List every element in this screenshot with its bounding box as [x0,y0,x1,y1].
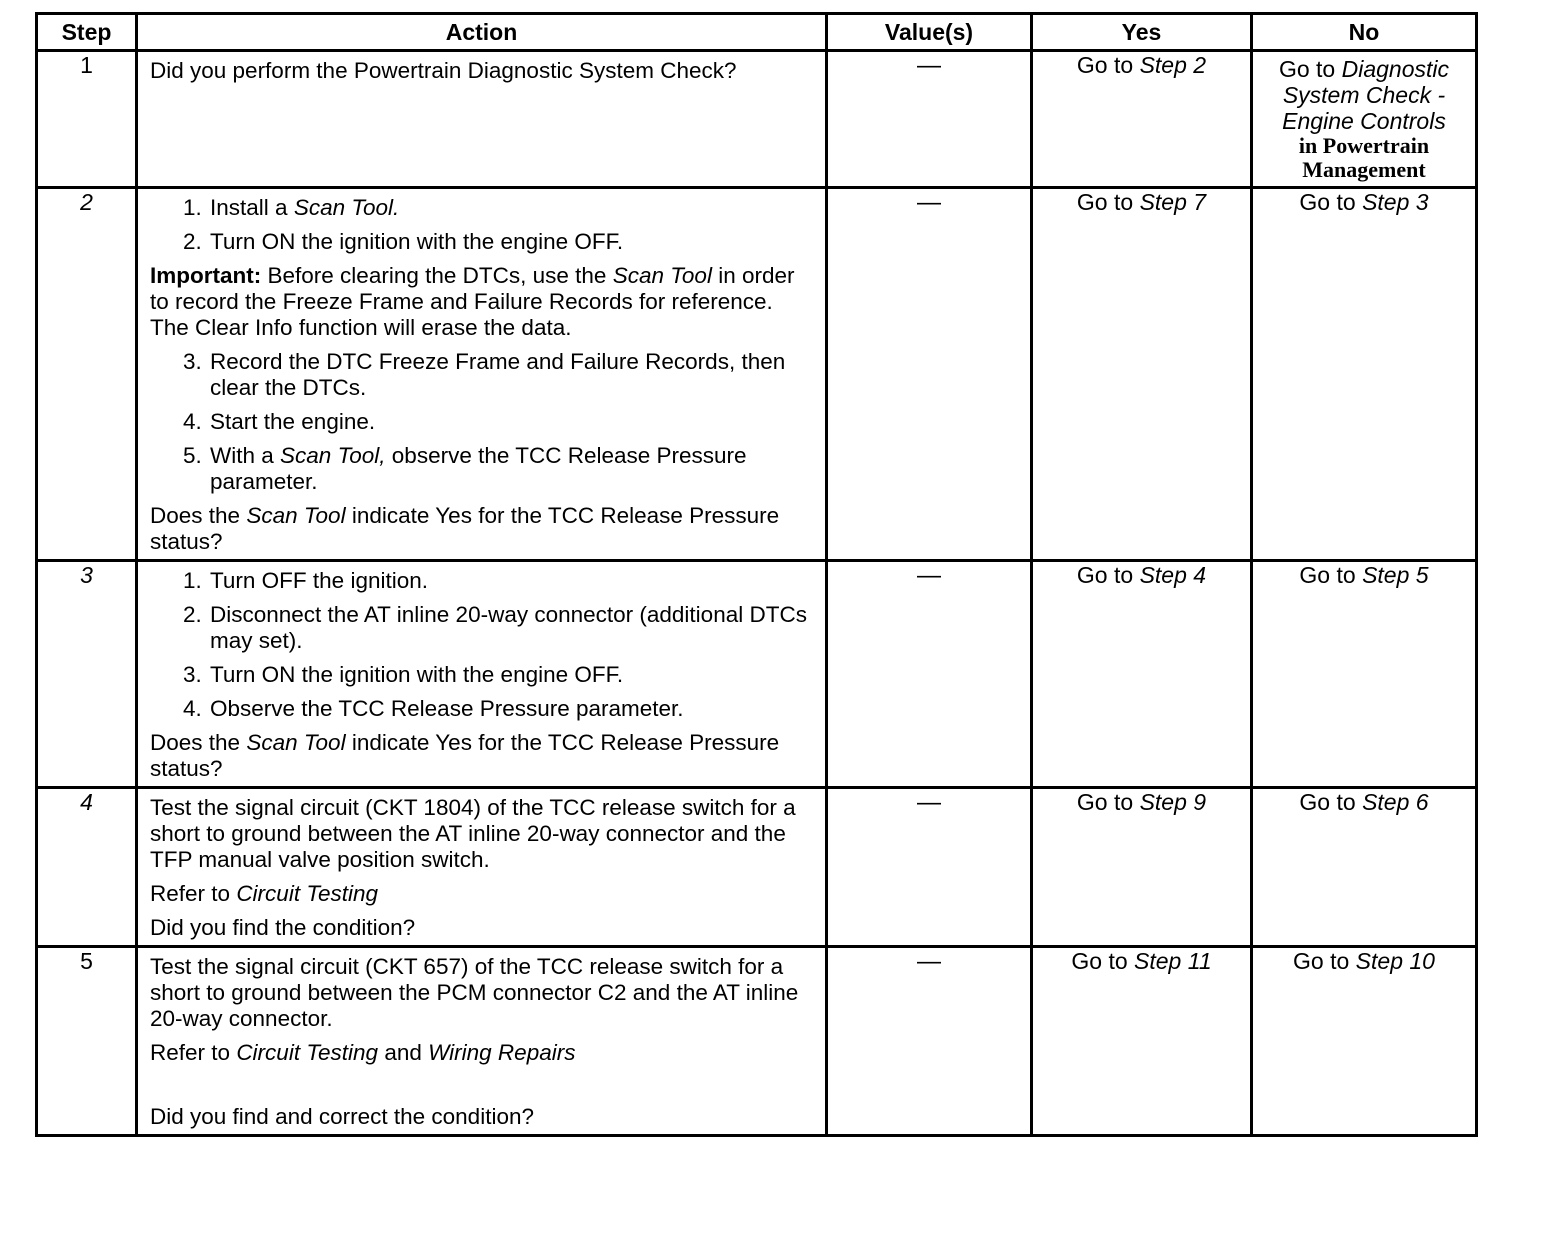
table-row [37,51,1477,188]
goto-label: Go to [1076,52,1134,78]
no-link[interactable]: System Check - [1282,82,1446,108]
yes-step-link[interactable]: Step 7 [1139,189,1207,215]
yes-step-link[interactable]: Step 9 [1139,789,1207,815]
no-step-link[interactable]: Step 10 [1355,948,1435,974]
no-cell[interactable] [1252,788,1477,947]
step-number: 1 [37,51,137,188]
list-item [208,443,815,495]
no-link[interactable]: Diagnostic [1341,56,1450,82]
question-text: Does the [150,503,241,528]
note-term: Scan Tool [612,263,712,288]
step-number [37,561,137,788]
no-link[interactable]: Engine Controls [1282,108,1446,134]
header-yes: Yes [1032,14,1252,51]
yes-cell[interactable] [1032,188,1252,561]
list-item: 3. Turn ON the ignition with the engine OFF. [208,662,815,688]
goto-label: Go to [1299,189,1356,215]
action-text: Test the signal circuit (CKT 657) of the TCC release switch for a short to ground between the PCM connector C2 and the AT inline 20-way connector. [150,954,799,1031]
no-cell[interactable] [1252,188,1477,561]
item-term: Scan Tool. [293,195,400,220]
diagnostic-table [35,12,1478,1137]
step-number-text: 4 [80,789,93,815]
refer-link[interactable]: Circuit Testing [236,881,379,906]
action-cell [137,788,827,947]
question-text: Does the [150,730,241,755]
value-cell: — [827,51,1032,188]
no-step-link[interactable]: Step 5 [1362,562,1429,588]
header-action: Action [137,14,827,51]
action-question: Did you find and correct the condition? [150,1104,534,1129]
list-item: 4. Start the engine. [208,409,815,435]
value-cell: — [827,788,1032,947]
header-no: No [1252,14,1477,51]
list-item: 3. Record the DTC Freeze Frame and Failure Records, then clear the DTCs. [208,349,815,401]
action-cell [137,188,827,561]
yes-cell[interactable] [1032,561,1252,788]
list-item [208,195,815,221]
question-term: Scan Tool [246,503,346,528]
yes-step-link[interactable]: Step 4 [1139,562,1207,588]
action-cell [137,561,827,788]
item-term: Scan Tool, [280,443,386,468]
header-row [37,14,1477,51]
step-number-text: 3 [80,562,93,588]
goto-label: Go to [1299,789,1356,815]
refer-text [150,1040,815,1066]
note-text: Before clearing the DTCs, use the [267,263,607,288]
goto-label: Go to [1299,562,1356,588]
table-row [37,788,1477,947]
no-step-link[interactable]: Step 6 [1362,789,1429,815]
step-number: 5 [37,947,137,1136]
goto-label: Go to [1293,948,1350,974]
no-cell[interactable] [1252,51,1477,188]
step-number-text: 2 [80,189,93,215]
no-suffix: in Powertrain [1298,133,1430,158]
question-text: indicate Yes for the TCC Release Pressure status? [150,503,780,554]
refer-label: Refer to [150,881,231,906]
header-values: Value(s) [827,14,1032,51]
goto-label: Go to [1071,948,1128,974]
list-item: 4. Observe the TCC Release Pressure parameter. [208,696,815,722]
step-number [37,788,137,947]
table-row [37,188,1477,561]
question-text: indicate Yes for the TCC Release Pressure status? [150,730,780,781]
table-row [37,561,1477,788]
list-item: 2. Turn ON the ignition with the engine OFF. [208,229,815,255]
value-cell: — [827,188,1032,561]
yes-cell[interactable] [1032,947,1252,1136]
important-note [150,263,815,341]
action-cell [137,51,827,188]
action-question: Did you find the condition? [150,915,416,940]
goto-label: Go to [1076,562,1134,588]
value-cell: — [827,561,1032,788]
step-number [37,188,137,561]
list-item: 1. Turn OFF the ignition. [208,568,815,594]
yes-step-link[interactable]: Step 2 [1139,52,1207,78]
refer-label: Refer to [150,1040,231,1065]
refer-link[interactable]: Wiring Repairs [428,1040,576,1065]
list-item: 2. Disconnect the AT inline 20-way connector (additional DTCs may set). [208,602,815,654]
no-suffix: Management [1302,157,1426,182]
question-term: Scan Tool [246,730,346,755]
action-cell [137,947,827,1136]
action-question [150,730,815,782]
yes-cell[interactable] [1032,51,1252,188]
item-text: observe the TCC Release Pressure parameter. [210,443,747,494]
yes-cell[interactable] [1032,788,1252,947]
item-text: Install a [210,195,288,220]
note-text: in order to record the Freeze Frame and Failure Records for reference. The Clear Info function will erase the data. [150,263,795,340]
refer-link[interactable]: Circuit Testing [236,1040,379,1065]
value-cell: — [827,947,1032,1136]
refer-text [150,881,815,907]
goto-label: Go to [1076,789,1134,815]
no-cell[interactable] [1252,947,1477,1136]
goto-label: Go to [1076,189,1134,215]
table-row [37,947,1477,1136]
action-text: Test the signal circuit (CKT 1804) of the TCC release switch for a short to ground between the AT inline 20-way connector and the TFP manual valve position switch. [150,795,796,872]
header-step: Step [37,14,137,51]
no-step-link[interactable]: Step 3 [1362,189,1429,215]
action-question: Did you perform the Powertrain Diagnostic System Check? [150,58,737,83]
yes-step-link[interactable]: Step 11 [1134,948,1212,974]
refer-and: and [384,1040,422,1065]
action-question [150,503,815,555]
important-label: Important: [150,263,262,288]
item-text: With a [210,443,274,468]
no-cell[interactable] [1252,561,1477,788]
goto-label: Go to [1278,56,1336,82]
